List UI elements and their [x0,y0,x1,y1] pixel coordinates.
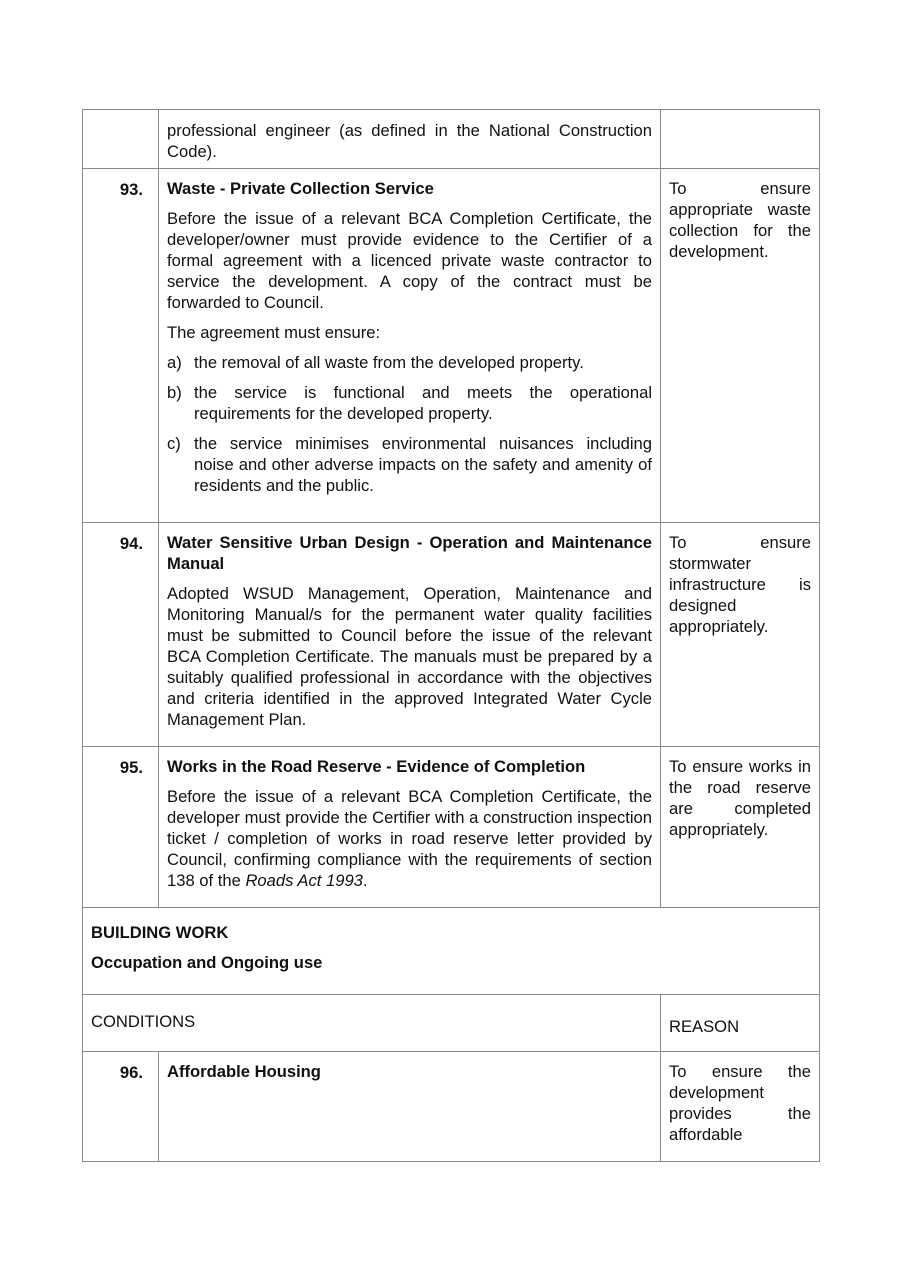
reason-text: To ensure stormwater infrastructure is designed appropriately. [661,523,820,747]
list-item [167,433,652,496]
reason-text: To ensure works in the road reserve are completed appropriately. [661,747,820,908]
table-row [83,747,820,908]
condition-body-cell [159,747,661,908]
condition-title: Waste - Private Collection Service [167,179,434,198]
list-text: the service minimises environmental nuisances including noise and other adverse impacts on the safety and amenity of residents and the public. [194,434,652,495]
list-item [167,352,652,373]
condition-body-cell [159,169,661,523]
section-subheading: Occupation and Ongoing use [91,953,323,972]
conditions-table [82,109,820,1162]
list-marker: b) [167,383,182,402]
condition-body-cell [159,1052,661,1162]
reason-column-header: REASON [661,995,820,1052]
section-header-row [83,908,820,995]
table-row [83,1052,820,1162]
condition-title: Water Sensitive Urban Design - Operation and Maintenance Manual [167,533,652,573]
reason-text: To ensure the development provides the affordable [661,1052,820,1162]
reason-cell [661,110,820,169]
section-header [83,908,820,995]
condition-body-cell [159,110,661,169]
condition-text [167,786,652,891]
condition-number: 95. [83,747,159,908]
condition-body-cell [159,523,661,747]
condition-text: The agreement must ensure: [167,323,381,342]
condition-text-main: Before the issue of a relevant BCA Completion Certificate, the developer must provide the Certifier with a construction inspection ticket / completion of works in road reserve letter provided by Council, confirming compliance with the requirements of section 138 of the [167,787,652,890]
condition-text: professional engineer (as defined in the National Construction Code). [167,121,652,161]
condition-title: Works in the Road Reserve - Evidence of Completion [167,757,586,776]
list-text: the removal of all waste from the developed property. [194,353,584,372]
condition-text: Adopted WSUD Management, Operation, Maintenance and Monitoring Manual/s for the permanent water quality facilities must be submitted to Council before the issue of the relevant BCA Completion Certificate. The manuals must be prepared by a suitably qualified professional in accordance with the objectives and criteria identified in the approved Integrated Water Cycle Management Plan. [167,584,652,729]
condition-number: 96. [83,1052,159,1162]
condition-number-cell [83,110,159,169]
act-name: Roads Act 1993 [245,871,363,890]
list-marker: a) [167,353,182,372]
column-header-row [83,995,820,1052]
list-item [167,382,652,424]
table-row [83,110,820,169]
reason-text: To ensure appropriate waste collection for the development. [661,169,820,523]
list-marker: c) [167,434,181,453]
section-heading: BUILDING WORK [91,923,229,942]
condition-text-end: . [362,871,368,890]
condition-title: Affordable Housing [167,1062,321,1081]
condition-number: 93. [83,169,159,523]
table-row [83,523,820,747]
condition-text: Before the issue of a relevant BCA Completion Certificate, the developer/owner must provide evidence to the Certifier of a formal agreement with a licenced private waste contractor to service the development. A copy of the contract must be forwarded to Council. [167,209,652,312]
condition-number: 94. [83,523,159,747]
conditions-column-header: CONDITIONS [83,995,661,1052]
table-row [83,169,820,523]
list-text: the service is functional and meets the operational requirements for the developed property. [194,383,652,423]
